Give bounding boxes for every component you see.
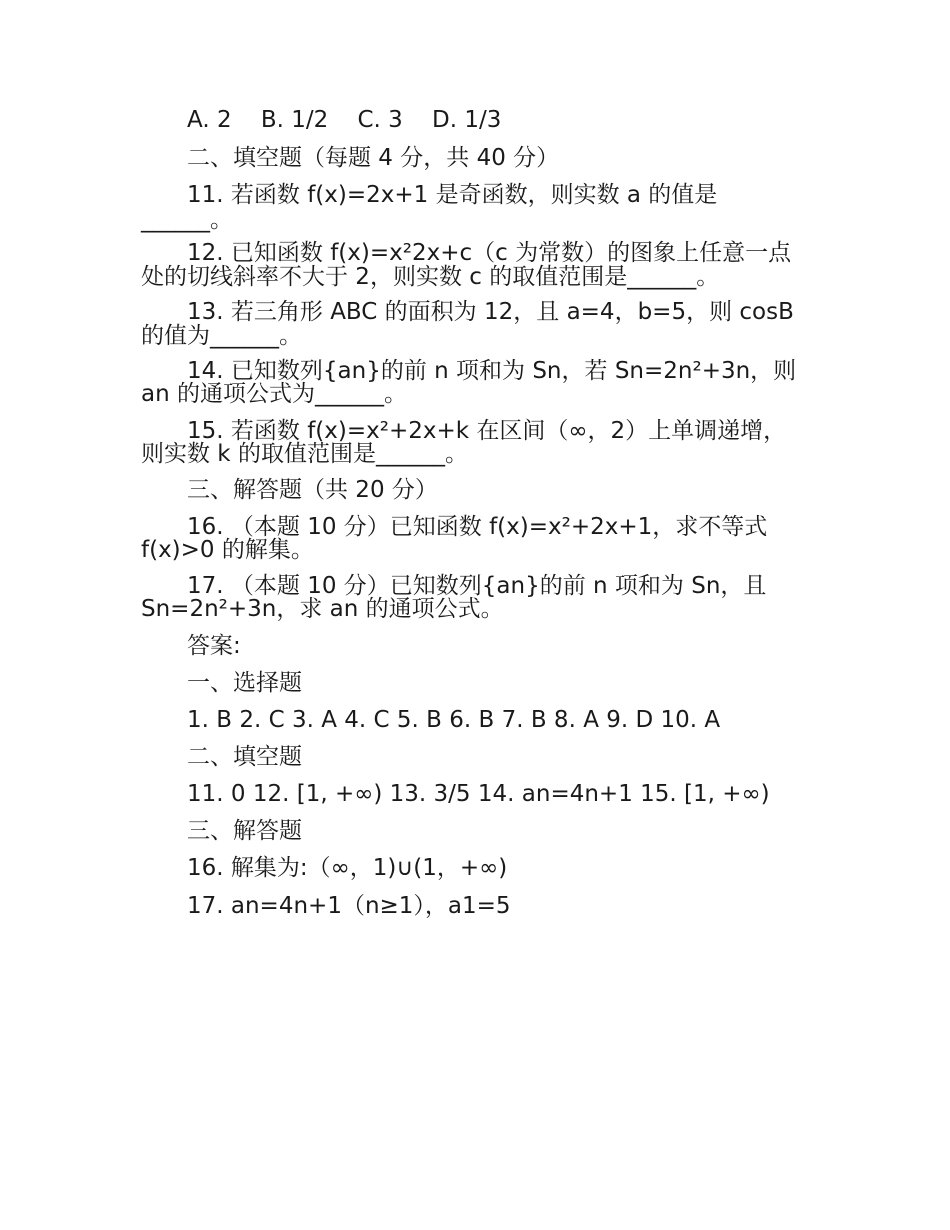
answers-section-fill: 二、填空题 (187, 744, 302, 770)
section-answer-heading: 三、解答题（共 20 分） (187, 477, 438, 503)
answer-17: 17. an=4n+1（n≥1），a1=5 (187, 893, 511, 919)
question-15-line-2: 则实数 k 的取值范围是______。 (141, 441, 468, 467)
question-12-line-2: 处的切线斜率不大于 2，则实数 c 的取值范围是______。 (141, 264, 720, 290)
section-fill-in-heading: 二、填空题（每题 4 分，共 40 分） (187, 145, 560, 171)
question-14-line-2: an 的通项公式为______。 (141, 381, 407, 407)
answers-fill-list: 11. 0 12. [1, +∞) 13. 3/5 14. an=4n+1 15. [1, +∞) (187, 781, 770, 807)
question-11-line-2: ______。 (141, 207, 233, 233)
answers-heading: 答案: (187, 633, 241, 659)
question-16-line-1: 16. （本题 10 分）已知函数 f(x)=x²+2x+1，求不等式 (187, 514, 768, 540)
question-14-line-1: 14. 已知数列{an}的前 n 项和为 Sn，若 Sn=2n²+3n，则 (187, 358, 797, 384)
question-10-choices: A. 2 B. 1/2 C. 3 D. 1/3 (187, 107, 502, 133)
answers-section-choice: 一、选择题 (187, 670, 302, 696)
question-15-line-1: 15. 若函数 f(x)=x²+2x+k 在区间（∞，2）上单调递增， (187, 418, 787, 444)
question-16-line-2: f(x)>0 的解集。 (141, 537, 314, 563)
answer-16: 16. 解集为:（∞，1)∪(1，+∞) (187, 855, 508, 881)
question-13-line-1: 13. 若三角形 ABC 的面积为 12，且 a=4，b=5，则 cosB (187, 299, 794, 325)
question-12-line-1: 12. 已知函数 f(x)=x²2x+c（c 为常数）的图象上任意一点 (187, 240, 792, 266)
question-11-line-1: 11. 若函数 f(x)=2x+1 是奇函数，则实数 a 的值是 (187, 182, 718, 208)
question-17-line-1: 17. （本题 10 分）已知数列{an}的前 n 项和为 Sn，且 (187, 573, 767, 599)
question-17-line-2: Sn=2n²+3n，求 an 的通项公式。 (141, 596, 504, 622)
answers-section-solve: 三、解答题 (187, 818, 302, 844)
question-13-line-2: 的值为______。 (141, 323, 302, 349)
answers-choice-list: 1. B 2. C 3. A 4. C 5. B 6. B 7. B 8. A 9. D 10. A (187, 707, 721, 733)
